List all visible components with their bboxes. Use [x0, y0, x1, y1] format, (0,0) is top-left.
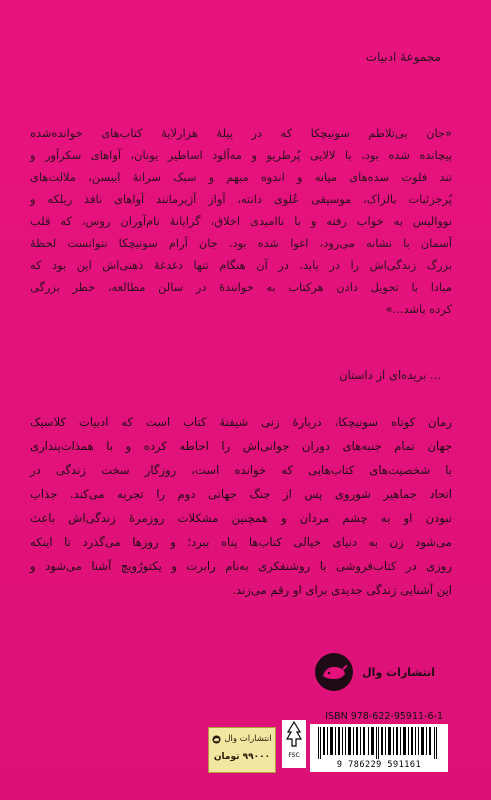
excerpt-line: بزرگ زندگی‌اش را در یابد. در آن هنگام تنها دغدغهٔ ذهنی‌اش این بود که: [30, 258, 452, 272]
barcode-bars: [316, 727, 442, 759]
summary-line: رمان کوتاه سونیچکا، دربارهٔ زنی شیفتهٔ کتاب است که ادبیات کلاسیک: [30, 415, 452, 429]
isbn-number: ISBN 978-622-95911-6-1: [325, 711, 443, 722]
tree-icon: [285, 720, 303, 750]
summary-line: با شخصیت‌های کتاب‌هایی که خوانده است، روزگار سخت زندگی در: [30, 463, 452, 477]
book-summary: [30, 410, 452, 602]
excerpt-line: مبادا با تحویل دادن هرکتاب به خوانندهٔ در سالن مطالعه، خطر بزرگی: [30, 280, 452, 294]
price-sticker-publisher: انتشارات وال: [224, 734, 272, 744]
summary-line: روزی در کتاب‌فروشی با روشنفکری به‌نام رابرت و یکتورُویچ آشنا می‌شود و: [30, 559, 452, 573]
excerpt-line: تند فلوت سده‌های میانه و اندوه مبهم و سبک سرانهٔ ایبسن، ملالت‌های: [30, 170, 452, 184]
excerpt-line: «جان بی‌تلاطم سونیچکا که در پیلهٔ هزارلایهٔ کتاب‌های خوانده‌شده: [30, 126, 452, 140]
summary-line: جهان تمام جنبه‌های دوران جوانی‌اش را احاطه کرده و با همذات‌پنداری: [30, 439, 452, 453]
whale-small-icon: [212, 735, 221, 744]
excerpt-line: آسمان با نشانه می‌رود، اغوا شده بود. جان آرام سونیچکا نتوانست لحظهٔ: [30, 236, 452, 250]
fsc-label: FSC: [288, 752, 300, 759]
excerpt-source: ... بریده‌ای از داستان: [339, 368, 441, 382]
whale-logo-icon: [314, 652, 354, 692]
summary-line: اتحاد جماهیر شوروی پس از جنگ جهانی دوم را تجربه می‌کند. جذاب: [30, 487, 452, 501]
excerpt-line: پیچانده شده بود، با لالایی پُرطریو و مه‌آلود اساطیر یونان، آواهای سکرآور و: [30, 148, 452, 162]
excerpt-quote: [30, 122, 452, 320]
excerpt-line: کرده باشد...»: [385, 302, 452, 316]
summary-line: می‌شود زن به دنیای خیالی کتاب‌ها پناه ببرد؛ و روزها می‌گذرد تا اینکه: [30, 535, 452, 549]
price-amount: ۹۹۰۰۰ تومان: [213, 752, 271, 762]
barcode: [310, 724, 448, 772]
series-label: مجموعهٔ ادبیات: [365, 50, 441, 64]
publisher-logo: [314, 652, 435, 692]
fsc-mark: [282, 720, 306, 768]
publisher-name: انتشارات وال: [362, 665, 435, 679]
summary-line: این آشنایی زندگی جدیدی برای او رقم می‌زند.: [232, 583, 452, 597]
summary-line: نبودن او به چشم مردان و همچنین مشکلات روزمرهٔ زندگی‌اش باعث: [30, 511, 452, 525]
excerpt-line: پُرجزئیات بالزاک، موسیقی عُلوی دانته، آواز آژیرمانند آواهای نافذ ریلکه و: [30, 192, 452, 206]
excerpt-line: نووالیس به خواب رفته و با ناامیدی اخلاق، گرایانهٔ نام‌آوران روس، که قلب: [30, 214, 452, 228]
barcode-digits: 9 786229 591161: [336, 760, 422, 770]
price-sticker: [208, 727, 276, 773]
